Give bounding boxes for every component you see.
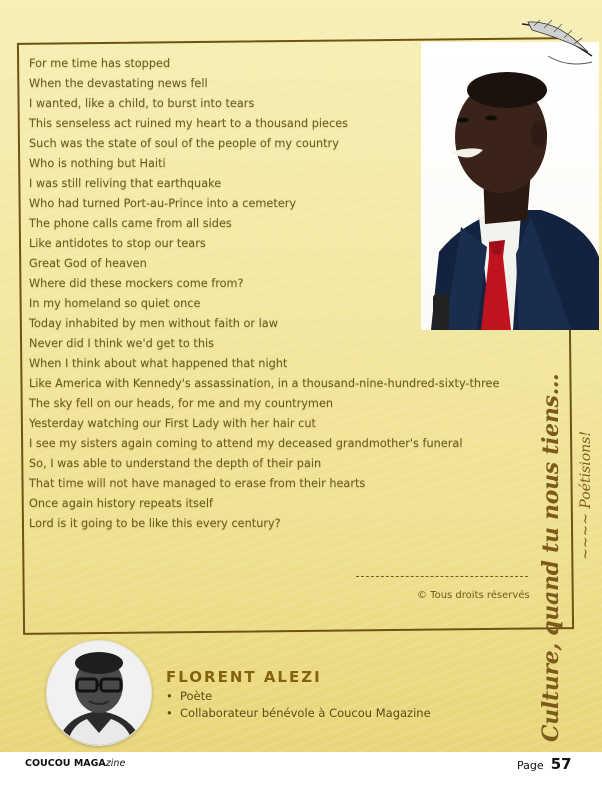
poem-line: Such was the state of soul of the people of my country (29, 137, 339, 150)
poem-line: Lord is it going to be like this every century? (29, 517, 281, 530)
author-roles (166, 688, 431, 722)
poem-line: In my homeland so quiet once (29, 297, 201, 310)
author-role-item: • Poète (166, 689, 213, 703)
section-title-vertical: Culture, quand tu nous tiens… (538, 373, 564, 742)
poem-line: I was still reliving that earthquake (29, 177, 222, 190)
poem-line: Like America with Kennedy's assassination, in a thousand-nine-hundred-sixty-three (29, 377, 500, 390)
poem-line: Yesterday watching our First Lady with her hair cut (29, 417, 316, 430)
poem-line: Who is nothing but Haiti (29, 157, 166, 170)
magazine-name: COUCOU MAGAzine (25, 758, 126, 769)
feather-quill-icon (518, 16, 596, 76)
poem-line: Never did I think we'd get to this (29, 337, 215, 350)
author-avatar (46, 640, 152, 746)
poem-line: Great God of heaven (29, 257, 147, 270)
poem-line: Today inhabited by men without faith or law (29, 317, 278, 330)
poem-line: The phone calls came from all sides (29, 217, 232, 230)
author-role-item: • Collaborateur bénévole à Coucou Magazine (166, 706, 431, 720)
poem-line: Like antidotes to stop our tears (29, 237, 206, 250)
poem-line: Once again history repeats itself (29, 497, 213, 510)
poem-line: I wanted, like a child, to burst into tears (29, 97, 255, 110)
poem-line: The sky fell on our heads, for me and my countrymen (29, 397, 334, 410)
poem-line: That time will not have managed to erase from their hearts (29, 477, 366, 490)
poem-line: This senseless act ruined my heart to a thousand pieces (29, 117, 349, 130)
poem-line: Who had turned Port-au-Prince into a cemetery (29, 197, 297, 210)
page-number: Page 57 (517, 755, 572, 773)
poem-line: Where did these mockers come from? (29, 277, 244, 290)
poem-line: For me time has stopped (29, 57, 171, 70)
author-name: FLORENT ALEZI (166, 668, 322, 686)
signature-rule (356, 576, 528, 577)
portrait-photo (421, 42, 599, 330)
poem-line: When the devastating news fell (29, 77, 208, 90)
poem-line: I see my sisters again coming to attend my deceased grandmother's funeral (29, 437, 463, 450)
copyright-notice: © Tous droits réservés (417, 590, 530, 601)
poem-line: When I think about what happened that night (29, 357, 288, 370)
poem-line: So, I was able to understand the depth of their pain (29, 457, 322, 470)
section-subtitle-vertical: ~~~~ Poétisions! (578, 431, 594, 560)
